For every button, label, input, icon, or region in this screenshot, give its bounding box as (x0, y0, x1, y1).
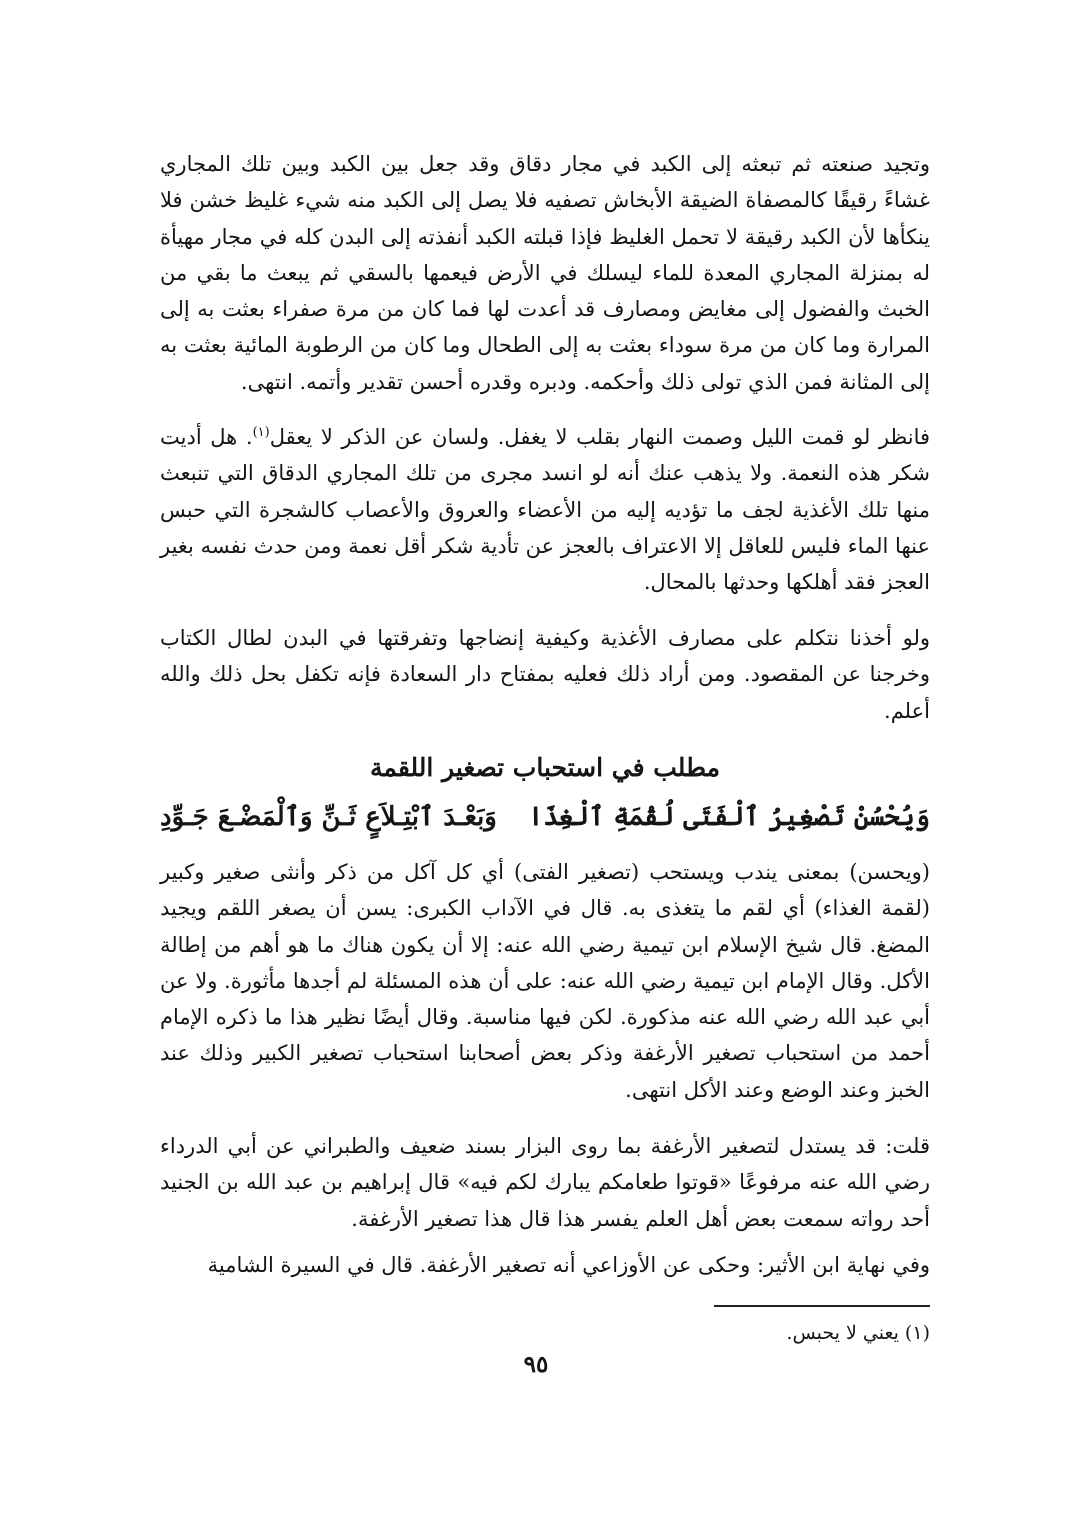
paragraph-5 (160, 1128, 930, 1237)
paragraph-2 (160, 419, 930, 600)
paragraph-2-start: فانظر لو قمت الليل وصمت النهار بقلب لا يغفل. ولسان عن الذكر لا يعقل (269, 425, 931, 449)
paragraph-3 (160, 620, 930, 729)
paragraph-5-text: قلت: قد يستدل لتصغير الأرغفة بما روى البزار بسند ضعيف والطبراني عن أبي الدرداء رضي الله عنه مرفوعًا «قوتوا طعامكم يبارك لكم فيه» قال إبراهيم بن عبد الله بن الجنيد أحد رواته سمعت بعض أهل العلم يفسر هذا قال هذا تصغير الأرغفة. (160, 1134, 930, 1231)
paragraph-3-text: ولو أخذنا نتكلم على مصارف الأغذية وكيفية إنضاجها وتفرقتها في البدن لطال الكتاب وخرجنا عن المقصود. ومن أراد ذلك فعليه بمفتاح دار السعادة فإنه تكفل بحل ذلك والله أعلم. (160, 626, 930, 723)
paragraph-2-text (160, 419, 930, 600)
paragraph-2-end: . هل أديت شكر هذه النعمة. ولا يذهب عنك أنه لو انسد مجرى من تلك المجاري الدقاق التي تنبعث منها تلك الأغذية لجف ما تؤديه إليه من الأعضاء والعروق والأعصاب كالشجرة التي حبس عنها الماء فليس للعاقل إلا الاعتراف بالعجز عن تأدية شكر أقل نعمة ومن حدث نفسه بغير العجز فقد أهلكها وحدثها بالمحال. (160, 425, 930, 595)
paragraph-1 (160, 146, 930, 400)
paragraph-6-text: وفي نهاية ابن الأثير: وحكى عن الأوزاعي أنه تصغير الأرغفة. قال في السيرة الشامية (207, 1253, 930, 1277)
footnote-reference: (١) (252, 425, 270, 440)
verse-second-hemistich: وَبَعْـدَ ٱبْتِـلاَعٍ ثَـنِّ وَٱلْمَضْـعَ جَـوِّدِ (160, 802, 497, 832)
poem-verse (160, 794, 930, 840)
footnote-divider (714, 1305, 930, 1307)
paragraph-6 (160, 1247, 930, 1283)
paragraph-4-text: (ويحسن) بمعنى يندب ويستحب (تصغير الفتى) أي كل آكل من ذكر وأنثى صغير وكبير (لقمة الغذاء) أي لقم ما يتغذى به. قال في الآداب الكبرى: يسن أن يصغر اللقم ويجيد المضغ. قال شيخ الإسلام ابن تيمية رضي الله عنه: إلا أن يكون هناك ما هو أهم من إطالة الأكل. وقال الإمام ابن تيمية رضي الله عنه: على أن هذه المسئلة لم أجدها مأثورة. ولا عن أبي عبد الله رضي الله عنه مذكورة. لكن فيها مناسبة. وقال أيضًا نظير هذا ما ذكره الإمام أحمد من استحباب تصغير الأرغفة وذكر بعض أصحابنا استحباب تصغير الكبير وذلك عند الخبز وعند الوضع وعند الأكل انتهى. (160, 860, 930, 1102)
page-number: ٩٥ (523, 1351, 549, 1378)
paragraph-4 (160, 854, 930, 1108)
verse-first-hemistich: وَيُحْسُنْ تَصْغِيرُ ٱلْفَتَى لُقْمَةِ ٱلْغِذَا (528, 802, 930, 832)
section-heading: مطلب في استحباب تصغير اللقمة (370, 753, 720, 782)
paragraph-1-text: وتجيد صنعته ثم تبعثه إلى الكبد في مجار دقاق وقد جعل بين الكبد وبين تلك المجاري غشاءً رقيقًا كالمصفاة الضيقة الأبخاش تصفيه فلا يصل إلى الكبد منه شيء غليظ خشن فلا ينكأها لأن الكبد رقيقة لا تحمل الغليظ فإذا قبلته الكبد أنفذته إلى البدن كله في مجار مهيأة له بمنزلة المجاري المعدة للماء ليسلك في الأرض فيعمها بالسقي ثم يبعث ما بقي من الخبث والفضول إلى مغايض ومصارف قد أعدت لها فما كان من مرة صفراء بعثت به إلى المرارة وما كان من مرة سوداء بعثت به إلى الطحال وما كان من الرطوبة المائية بعثت به إلى المثانة فمن الذي تولى ذلك وأحكمه. ودبره وقدره أحسن تقدير وأتمه. انتهى. (160, 152, 930, 394)
footnote: (١) يعني لا يحبس. (786, 1322, 930, 1344)
